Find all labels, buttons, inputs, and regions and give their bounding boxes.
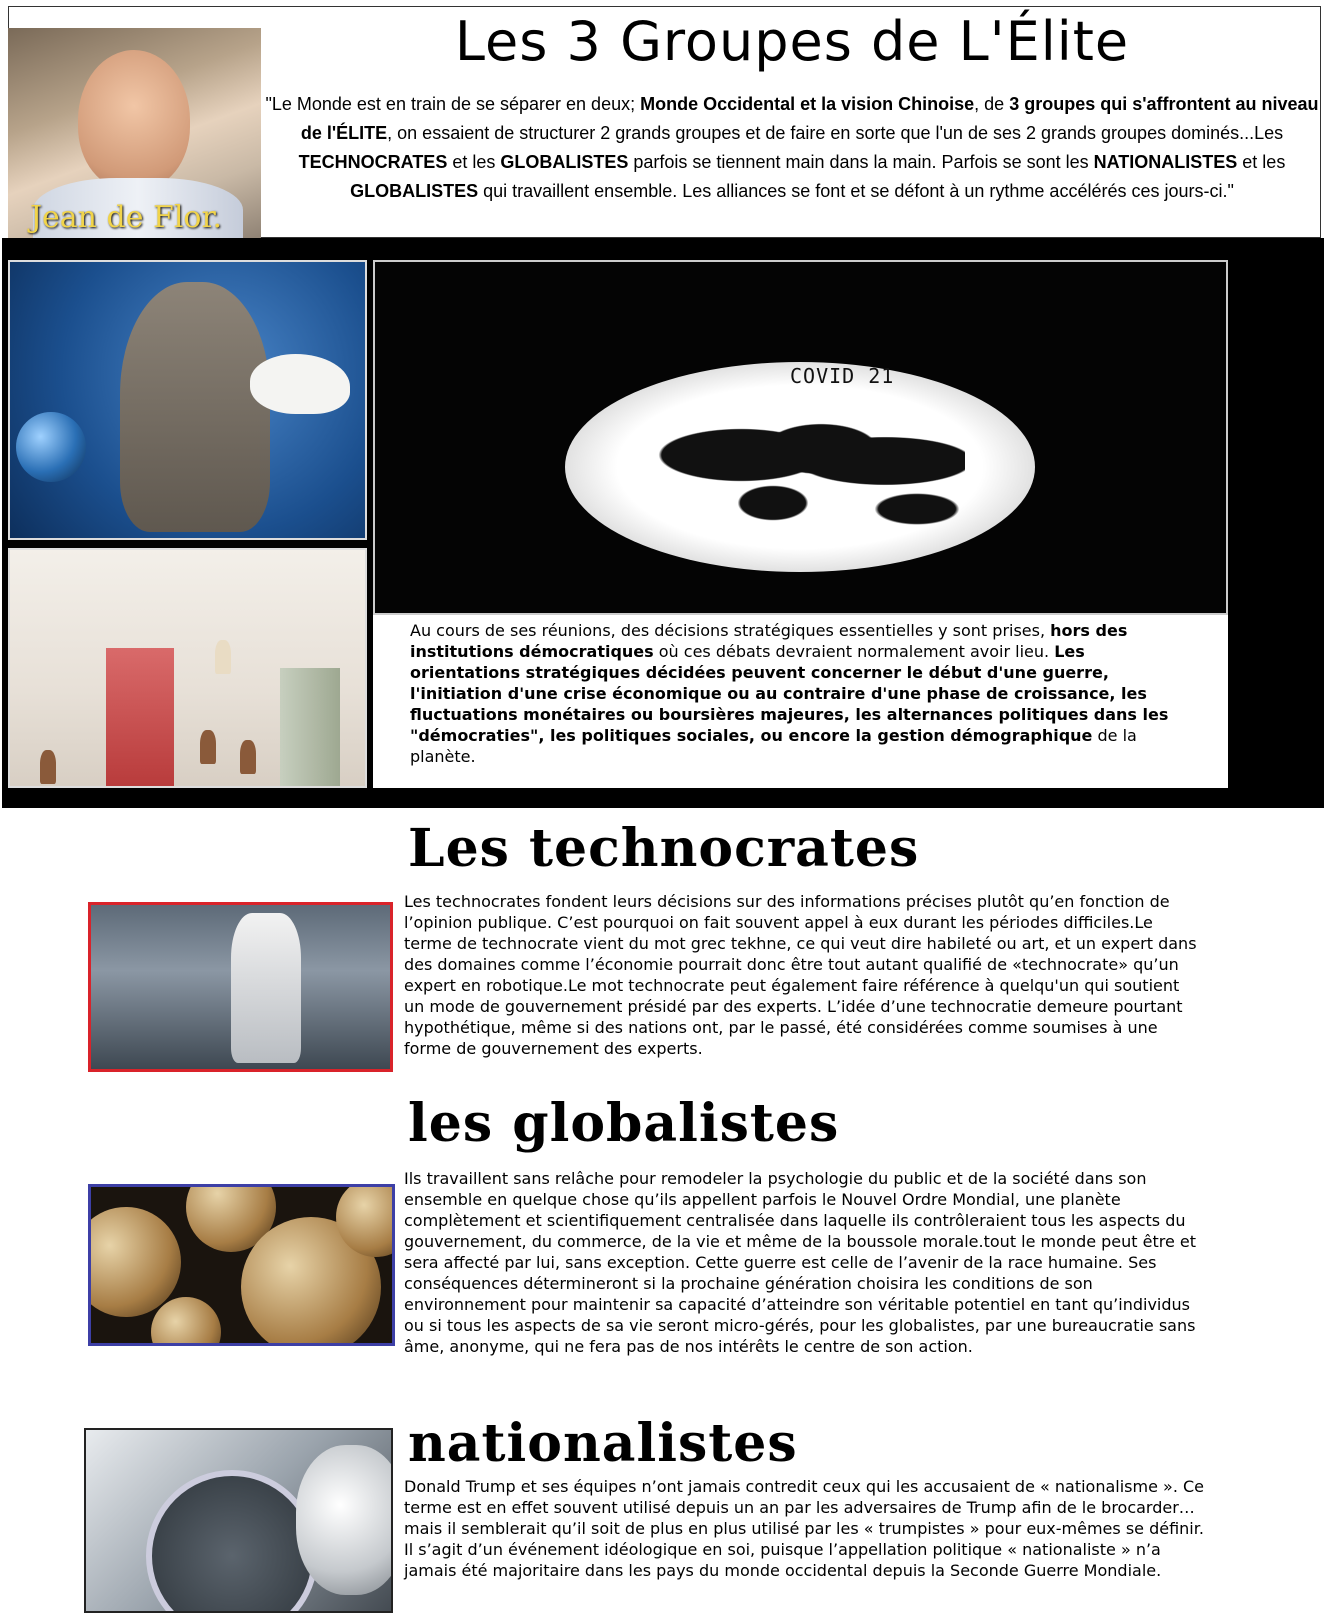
globe-icon [16,412,86,482]
seal-emblem [146,1470,318,1613]
cyber-command-image [84,1428,393,1613]
meeting-text [410,620,1190,767]
bold-text-run: GLOBALISTES [350,181,479,201]
section-text-globalistes: Ils travaillent sans relâche pour remodeler la psychologie du public et de la société dans son ensemble en quelque chose qu’ils appellent parfois le Nouvel Ordre Mondial, une planète complètement et scientifiquement centralisée dans laquelle ils contrôleraient tous les aspects du gouvernement, du commerce, de la vie et même de la boussole morale.tout le monde peut être et sera affecté par lui, sans exception. Cette guerre est celle de l’avenir de la race humaine. Ses conséquences détermineront si la prochaine génération choisira les conditions de son environnement pour maintenir sa capacité d’atteindre son véritable potentiel en tant qu’individus ou si tous les aspects de sa vie seront micro-gérés, pour les globalistes, par une bureaucratie sans âme, anonyme, qui ne fera pas de nos intérêts le centre de son action. [404,1169,1197,1356]
globe-icon [151,1297,221,1346]
dove-icon [250,354,350,414]
section-title-nationalistes: nationalistes [408,1413,798,1474]
portrait-caption: Jean de Flor. [30,200,223,235]
text-run: , de [974,94,1010,114]
chess-piece [240,740,256,774]
bold-text-run: Monde Occidental et la vision Chinoise [640,94,975,114]
robot-figure [231,913,301,1063]
chess-piece [40,750,56,784]
chess-piece [215,640,231,674]
text-run: où ces débats devraient normalement avoir lieu. [653,642,1055,661]
robot-factory-image [88,902,393,1072]
section-title-technocrates: Les technocrates [408,818,920,879]
bold-text-run: NATIONALISTES [1093,152,1238,172]
world-map [645,407,965,527]
chess-piece [200,730,216,764]
section-text-nationalistes: Donald Trump et ses équipes n’ont jamais contredit ceux qui les accusaient de « nationalisme ». Ce terme est en effet souvent utilisé depuis un an par les adversaires de Trump afin de le brocarder… mais il semblerait qu’il soit de plus en plus utilisé par les « trumpistes » pour eux-mêmes se définir. Il s’agit d’un événement idéologique en soi, puisque l’appellation politique « nationaliste » n’a jamais été majoritaire dans les pays du monde occidental depuis la Seconde Guerre Mondiale. [404,1477,1204,1580]
text-run: et les [447,152,501,172]
text-run: de la planète. [410,726,1137,766]
dollar-banknote [280,668,340,788]
text-run: "Le Monde est en train de se séparer en deux; [265,94,641,114]
masked-meeting-image [373,260,1228,615]
bold-text-run: 3 groupes qui s'affrontent au niveau de l'ÉLITE [300,94,1319,143]
page-title: Les 3 Groupes de L'Élite [454,10,1130,73]
portrait-face [78,50,190,190]
text-run: , on essaient de structurer 2 grands groupes et de faire en sorte que l'un de ses 2 grands groupes dominés...Les [387,123,1284,143]
text-run: Au cours de ses réunions, des décisions stratégiques essentielles y sont prises, [410,621,1051,640]
chess-currency-image [8,548,367,788]
bold-text-run: GLOBALISTES [500,152,629,172]
portrait-face [296,1445,393,1595]
antique-globes-image [88,1184,395,1346]
meeting-image-label: COVID 21 [790,364,895,388]
text-run: qui travaillent ensemble. Les alliances se font et se défont à un rythme accélérés ces jours-ci." [478,181,1234,201]
bold-text-run: Les orientations stratégiques décidées peuvent concerner le début d'une guerre, l'initiation d'une crise économique ou au contraire d'une phase de croissance, les fluctuations monétaires ou boursières majeures, les alternances politiques dans les "démocraties", les politiques sociales, ou encore la gestion démographique [410,642,1169,745]
section-text-technocrates: Les technocrates fondent leurs décisions sur des informations précises plutôt qu’en fonction de l’opinion publique. C’est pourquoi on fait souvent appel à eux durant les périodes difficiles.Le terme de technocrate vient du mot grec tekhne, ce qui veut dire habileté ou art, et un expert dans des domaines comme l’économie pourrait donc être tout autant qualifié de «technocrate» qu’un expert en robotique.Le mot technocrate peut également faire référence à quelqu'un qui soutient un mode de gouvernement présidé par des experts. L’idée d’une technocratie demeure pourtant hypothétique, même si des nations ont, par le passé, été considérées comme soumises à une forme de gouvernement des experts. [404,892,1197,1058]
text-run: parfois se tiennent main dans la main. Parfois se sont les [628,152,1094,172]
bold-text-run: TECHNOCRATES [298,152,448,172]
header-quote [262,90,1322,206]
section-title-globalistes: les globalistes [408,1093,840,1154]
wolf-figure [120,282,270,532]
wolf-in-sheep-image [8,260,367,540]
text-run: et les [1237,152,1286,172]
yuan-banknote [106,648,174,788]
bold-text-run: hors des institutions démocratiques [410,621,1128,661]
globe-icon [88,1207,181,1317]
